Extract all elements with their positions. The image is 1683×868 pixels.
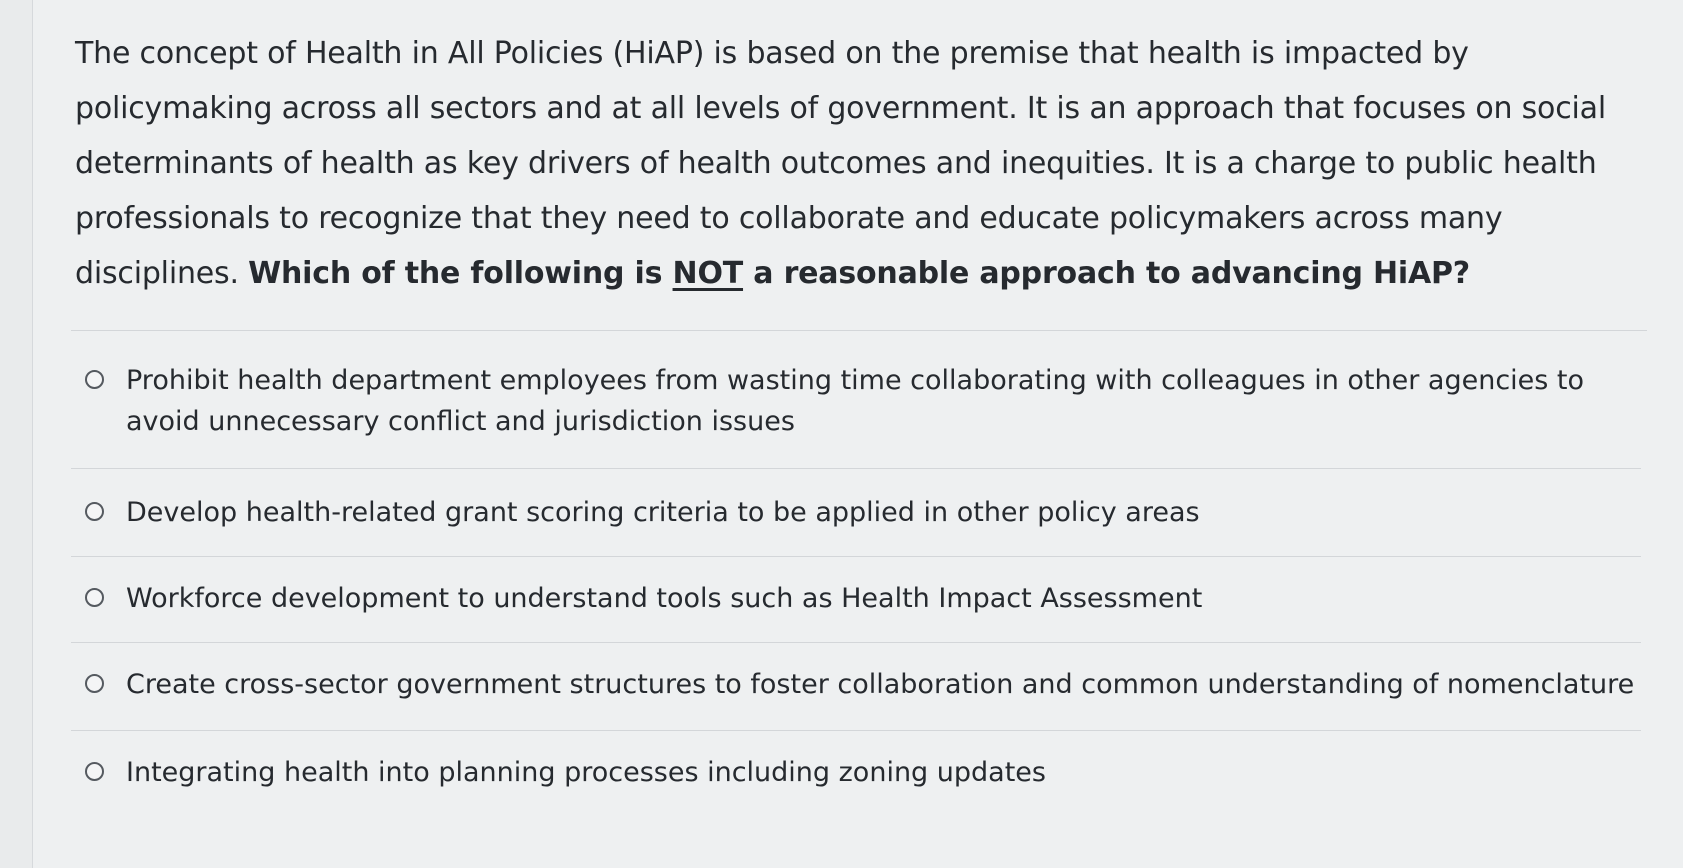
answer-divider: [71, 730, 1641, 731]
question-prompt-start: Which of the following is: [248, 256, 673, 291]
answer-option-1[interactable]: [75, 360, 1635, 468]
radio-button-icon[interactable]: [85, 370, 104, 389]
question-prompt-emphasis: NOT: [672, 256, 744, 291]
answer-option-2[interactable]: [75, 492, 1635, 533]
question-prompt-end: a reasonable approach to advancing HiAP?: [743, 256, 1471, 291]
answer-option-4[interactable]: [75, 664, 1635, 705]
answer-divider: [71, 556, 1641, 557]
answer-option-5[interactable]: [75, 752, 1635, 793]
question-text: [75, 26, 1655, 301]
question-intro: The concept of Health in All Policies (HiAP) is based on the premise that health is impacted by policymaking across all sectors and at all levels of government. It is an approach that focuses on social determinants of health as key drivers of health outcomes and inequities. It is a charge to public health professionals to recognize that they need to collaborate and educate policymakers across many disciplines.: [75, 36, 1606, 291]
answer-label: Workforce development to understand tools such as Health Impact Assessment: [126, 583, 1203, 614]
radio-button-icon[interactable]: [85, 588, 104, 607]
answer-divider: [71, 468, 1641, 469]
answer-label: Prohibit health department employees from wasting time collaborating with colleagues in other agencies to avoid unnecessary conflict and jurisdiction issues: [126, 365, 1585, 437]
radio-button-icon[interactable]: [85, 762, 104, 781]
radio-button-icon[interactable]: [85, 502, 104, 521]
quiz-card: [32, 0, 1683, 868]
answer-divider: [71, 642, 1641, 643]
answer-label: Create cross-sector government structures to foster collaboration and common understanding of nomenclature: [126, 669, 1635, 700]
answer-list: [75, 360, 1635, 788]
question-divider: [71, 330, 1647, 331]
answer-label: Integrating health into planning processes including zoning updates: [126, 757, 1046, 788]
answer-option-3[interactable]: [75, 578, 1635, 619]
answer-label: Develop health-related grant scoring criteria to be applied in other policy areas: [126, 497, 1200, 528]
radio-button-icon[interactable]: [85, 674, 104, 693]
